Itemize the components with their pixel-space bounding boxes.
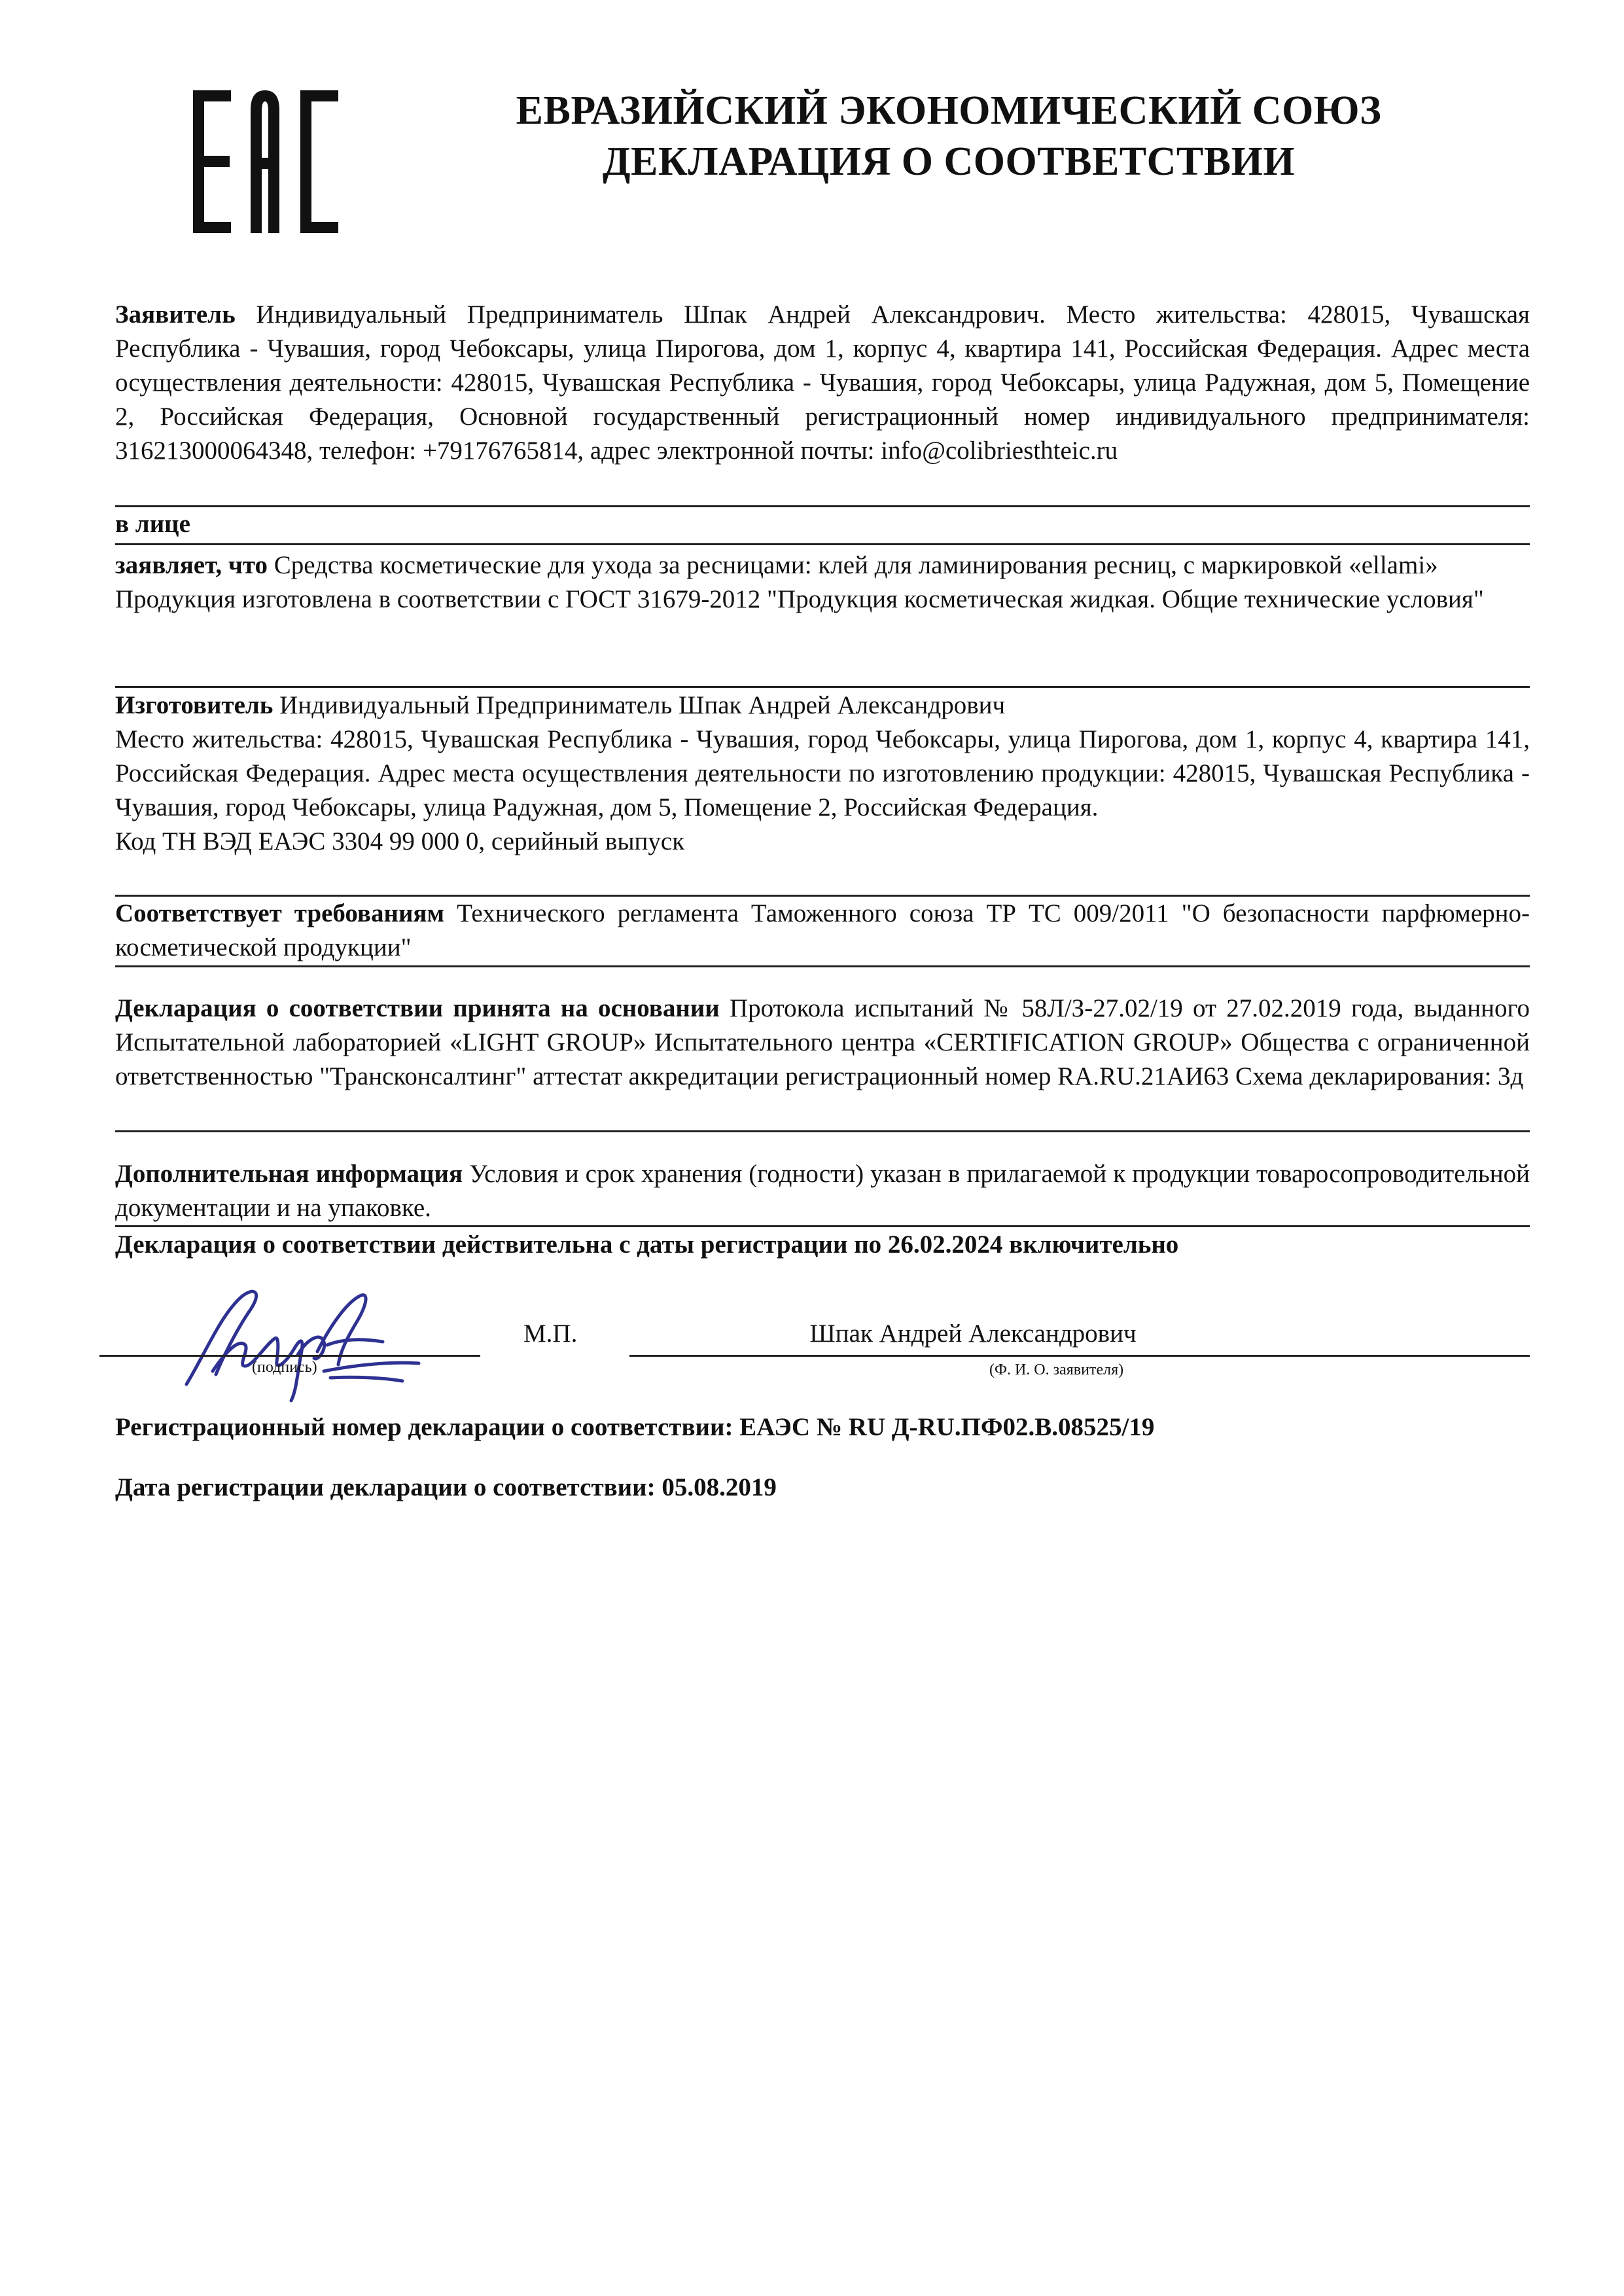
stamp-placeholder: М.П.: [523, 1319, 578, 1348]
applicant-section: [115, 298, 1530, 468]
divider: [115, 965, 1530, 967]
product-standard: Продукция изготовлена в соответствии с ГОСТ 31679-2012 "Продукция косметическая жидкая. Общие технические условия": [115, 585, 1484, 613]
declares-section: [115, 548, 1530, 617]
name-caption: (Ф. И. О. заявителя): [989, 1361, 1124, 1378]
conforms-text: Технического регламента Таможенного союза ТР ТС 009/2011 "О безопасности парфюмерно-косметической продукции": [115, 899, 1530, 961]
declaration-title: ДЕКЛАРАЦИЯ О СООТВЕТСТВИИ: [602, 139, 1296, 184]
signature-line: [99, 1355, 480, 1357]
divider: [115, 1225, 1530, 1227]
manufacturer-name: Индивидуальный Предприниматель Шпак Андрей Александрович: [273, 691, 1006, 719]
basis-section: [115, 992, 1530, 1094]
conforms-section: [115, 897, 1530, 965]
eac-logo: [193, 90, 338, 233]
union-title: ЕВРАЗИЙСКИЙ ЭКОНОМИЧЕСКИЙ СОЮЗ: [516, 88, 1382, 133]
basis-text: Протокола испытаний № 58Л/З-27.02/19 от 27.02.2019 года, выданного Испытательной лабораторией «LIGHT GROUP» Испытательного центра «CERTIFICATION GROUP» Общества с ограниченной ответственностью "Трансконсалтинг" аттестат аккредитации регистрационный номер RA.RU.21АИ63 Схема декларирования: 3д: [115, 994, 1530, 1090]
divider: [115, 686, 1530, 688]
additional-section: [115, 1157, 1530, 1225]
applicant-full-name: Шпак Андрей Александрович: [809, 1319, 1137, 1348]
divider: [115, 1130, 1530, 1132]
document-header: [406, 85, 1492, 187]
in-person-section: [115, 507, 1530, 541]
signature-caption: (подпись): [252, 1359, 317, 1376]
in-person-label: в лице: [115, 510, 190, 538]
additional-text: Условия и срок хранения (годности) указан в прилагаемой к продукции товаросопроводительной документации и на упаковке.: [115, 1160, 1530, 1222]
registration-date: Дата регистрации декларации о соответствии: 05.08.2019: [115, 1473, 777, 1501]
handwritten-signature: [167, 1273, 442, 1404]
applicant-label: Заявитель: [115, 300, 236, 329]
basis-label: Декларация о соответствии принята на основании: [115, 994, 720, 1022]
manufacturer-label: Изготовитель: [115, 691, 274, 719]
declares-label: заявляет, что: [115, 551, 268, 579]
divider: [115, 543, 1530, 545]
tn-ved-code: Код ТН ВЭД ЕАЭС 3304 99 000 0, серийный выпуск: [115, 827, 685, 855]
manufacturer-address: Место жительства: 428015, Чувашская Республика - Чувашия, город Чебоксары, улица Пирогова, дом 1, корпус 4, квартира 141, Российская Федерация. Адрес места осуществления деятельности по изготовлению продукции: 428015, Чувашская Республика - Чувашия, город Чебоксары, улица Радужная, дом 5, Помещение 2, Российская Федерация.: [115, 725, 1530, 821]
product-description: Средства косметические для ухода за ресницами: клей для ламинирования ресниц, с маркировкой «ellami»: [267, 551, 1438, 579]
registration-number: Регистрационный номер декларации о соответствии: ЕАЭС № RU Д-RU.ПФ02.В.08525/19: [115, 1413, 1155, 1441]
validity-statement: Декларация о соответствии действительна с даты регистрации по 26.02.2024 включительно: [115, 1230, 1179, 1259]
applicant-text: Индивидуальный Предприниматель Шпак Андрей Александрович. Место жительства: 428015, Чувашская Республика - Чувашия, город Чебоксары, улица Пирогова, дом 1, корпус 4, квартира 141, Российская Федерация. Адрес места осуществления деятельности: 428015, Чувашская Республика - Чувашия, город Чебоксары, улица Радужная, дом 5, Помещение 2, Российская Федерация, Основной государственный регистрационный номер индивидуального предпринимателя: 316213000064348, телефон: +79176765814, адрес электронной почты: info@colibriesthteic.ru: [115, 300, 1530, 465]
conforms-label: Соответствует требованиям: [115, 899, 445, 927]
additional-label: Дополнительная информация: [115, 1160, 463, 1188]
manufacturer-section: [115, 689, 1530, 859]
name-line: [629, 1355, 1530, 1357]
